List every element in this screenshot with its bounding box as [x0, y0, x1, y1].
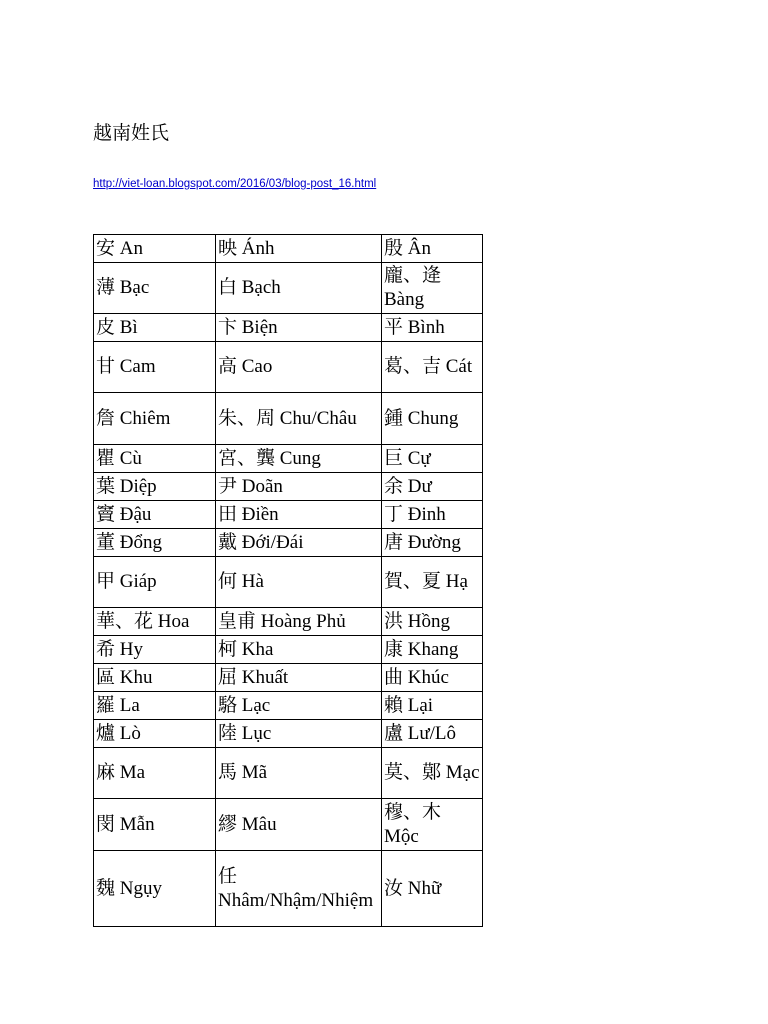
table-cell: 麻 Ma [94, 748, 216, 799]
table-cell: 映 Ánh [216, 235, 382, 263]
table-cell: 康 Khang [382, 636, 483, 664]
table-cell: 馬 Mã [216, 748, 382, 799]
table-cell: 皮 Bì [94, 314, 216, 342]
table-row [94, 263, 483, 314]
table-cell: 皇甫 Hoàng Phủ [216, 608, 382, 636]
table-row [94, 664, 483, 692]
table-cell: 任 Nhâm/Nhậm/Nhiệm [216, 851, 382, 927]
table-row [94, 799, 483, 851]
table-cell: 柯 Kha [216, 636, 382, 664]
table-cell: 爐 Lò [94, 720, 216, 748]
table-row [94, 393, 483, 445]
table-cell: 甲 Giáp [94, 557, 216, 608]
table-row [94, 529, 483, 557]
table-cell: 陸 Lục [216, 720, 382, 748]
table-cell: 尹 Doãn [216, 473, 382, 501]
table-cell: 閔 Mẫn [94, 799, 216, 851]
table-cell: 巨 Cự [382, 445, 483, 473]
table-cell: 何 Hà [216, 557, 382, 608]
table-cell: 唐 Đường [382, 529, 483, 557]
table-cell: 殷 Ân [382, 235, 483, 263]
table-cell: 繆 Mâu [216, 799, 382, 851]
table-row [94, 636, 483, 664]
table-cell: 魏 Ngụy [94, 851, 216, 927]
table-cell: 董 Đổng [94, 529, 216, 557]
table-row [94, 692, 483, 720]
table-cell: 竇 Đậu [94, 501, 216, 529]
table-cell: 戴 Đới/Đái [216, 529, 382, 557]
table-cell: 薄 Bạc [94, 263, 216, 314]
table-cell: 駱 Lạc [216, 692, 382, 720]
table-cell: 莫、鄚 Mạc [382, 748, 483, 799]
table-cell: 葉 Diệp [94, 473, 216, 501]
table-cell: 宮、龔 Cung [216, 445, 382, 473]
table-cell: 穆、木 Mộc [382, 799, 483, 851]
table-row [94, 501, 483, 529]
table-cell: 汝 Nhữ [382, 851, 483, 927]
table-cell: 瞿 Cù [94, 445, 216, 473]
table-cell: 龐、逄 Bàng [382, 263, 483, 314]
table-cell: 洪 Hồng [382, 608, 483, 636]
source-link[interactable]: http://viet-loan.blogspot.com/2016/03/blog-post_16.html [93, 178, 377, 190]
document-title: 越南姓氏 [93, 122, 170, 144]
table-cell: 華、花 Hoa [94, 608, 216, 636]
table-row [94, 851, 483, 927]
table-cell: 詹 Chiêm [94, 393, 216, 445]
table-row [94, 445, 483, 473]
table-cell: 鍾 Chung [382, 393, 483, 445]
table-cell: 平 Bình [382, 314, 483, 342]
table-cell: 朱、周 Chu/Châu [216, 393, 382, 445]
table-cell: 甘 Cam [94, 342, 216, 393]
table-cell: 區 Khu [94, 664, 216, 692]
table-row [94, 342, 483, 393]
table-cell: 葛、吉 Cát [382, 342, 483, 393]
table-cell: 曲 Khúc [382, 664, 483, 692]
table-cell: 高 Cao [216, 342, 382, 393]
table-cell: 丁 Đinh [382, 501, 483, 529]
table-cell: 安 An [94, 235, 216, 263]
table-cell: 余 Dư [382, 473, 483, 501]
table-cell: 田 Điền [216, 501, 382, 529]
table-cell: 賴 Lại [382, 692, 483, 720]
table-cell: 卞 Biện [216, 314, 382, 342]
table-cell: 盧 Lư/Lô [382, 720, 483, 748]
table-cell: 屈 Khuất [216, 664, 382, 692]
table-cell: 賀、夏 Hạ [382, 557, 483, 608]
surname-table [93, 234, 483, 927]
table-cell: 羅 La [94, 692, 216, 720]
table-row [94, 473, 483, 501]
table-row [94, 314, 483, 342]
table-row [94, 748, 483, 799]
table-row [94, 608, 483, 636]
table-cell: 希 Hy [94, 636, 216, 664]
table-row [94, 720, 483, 748]
table-cell: 白 Bạch [216, 263, 382, 314]
table-row [94, 235, 483, 263]
table-row [94, 557, 483, 608]
